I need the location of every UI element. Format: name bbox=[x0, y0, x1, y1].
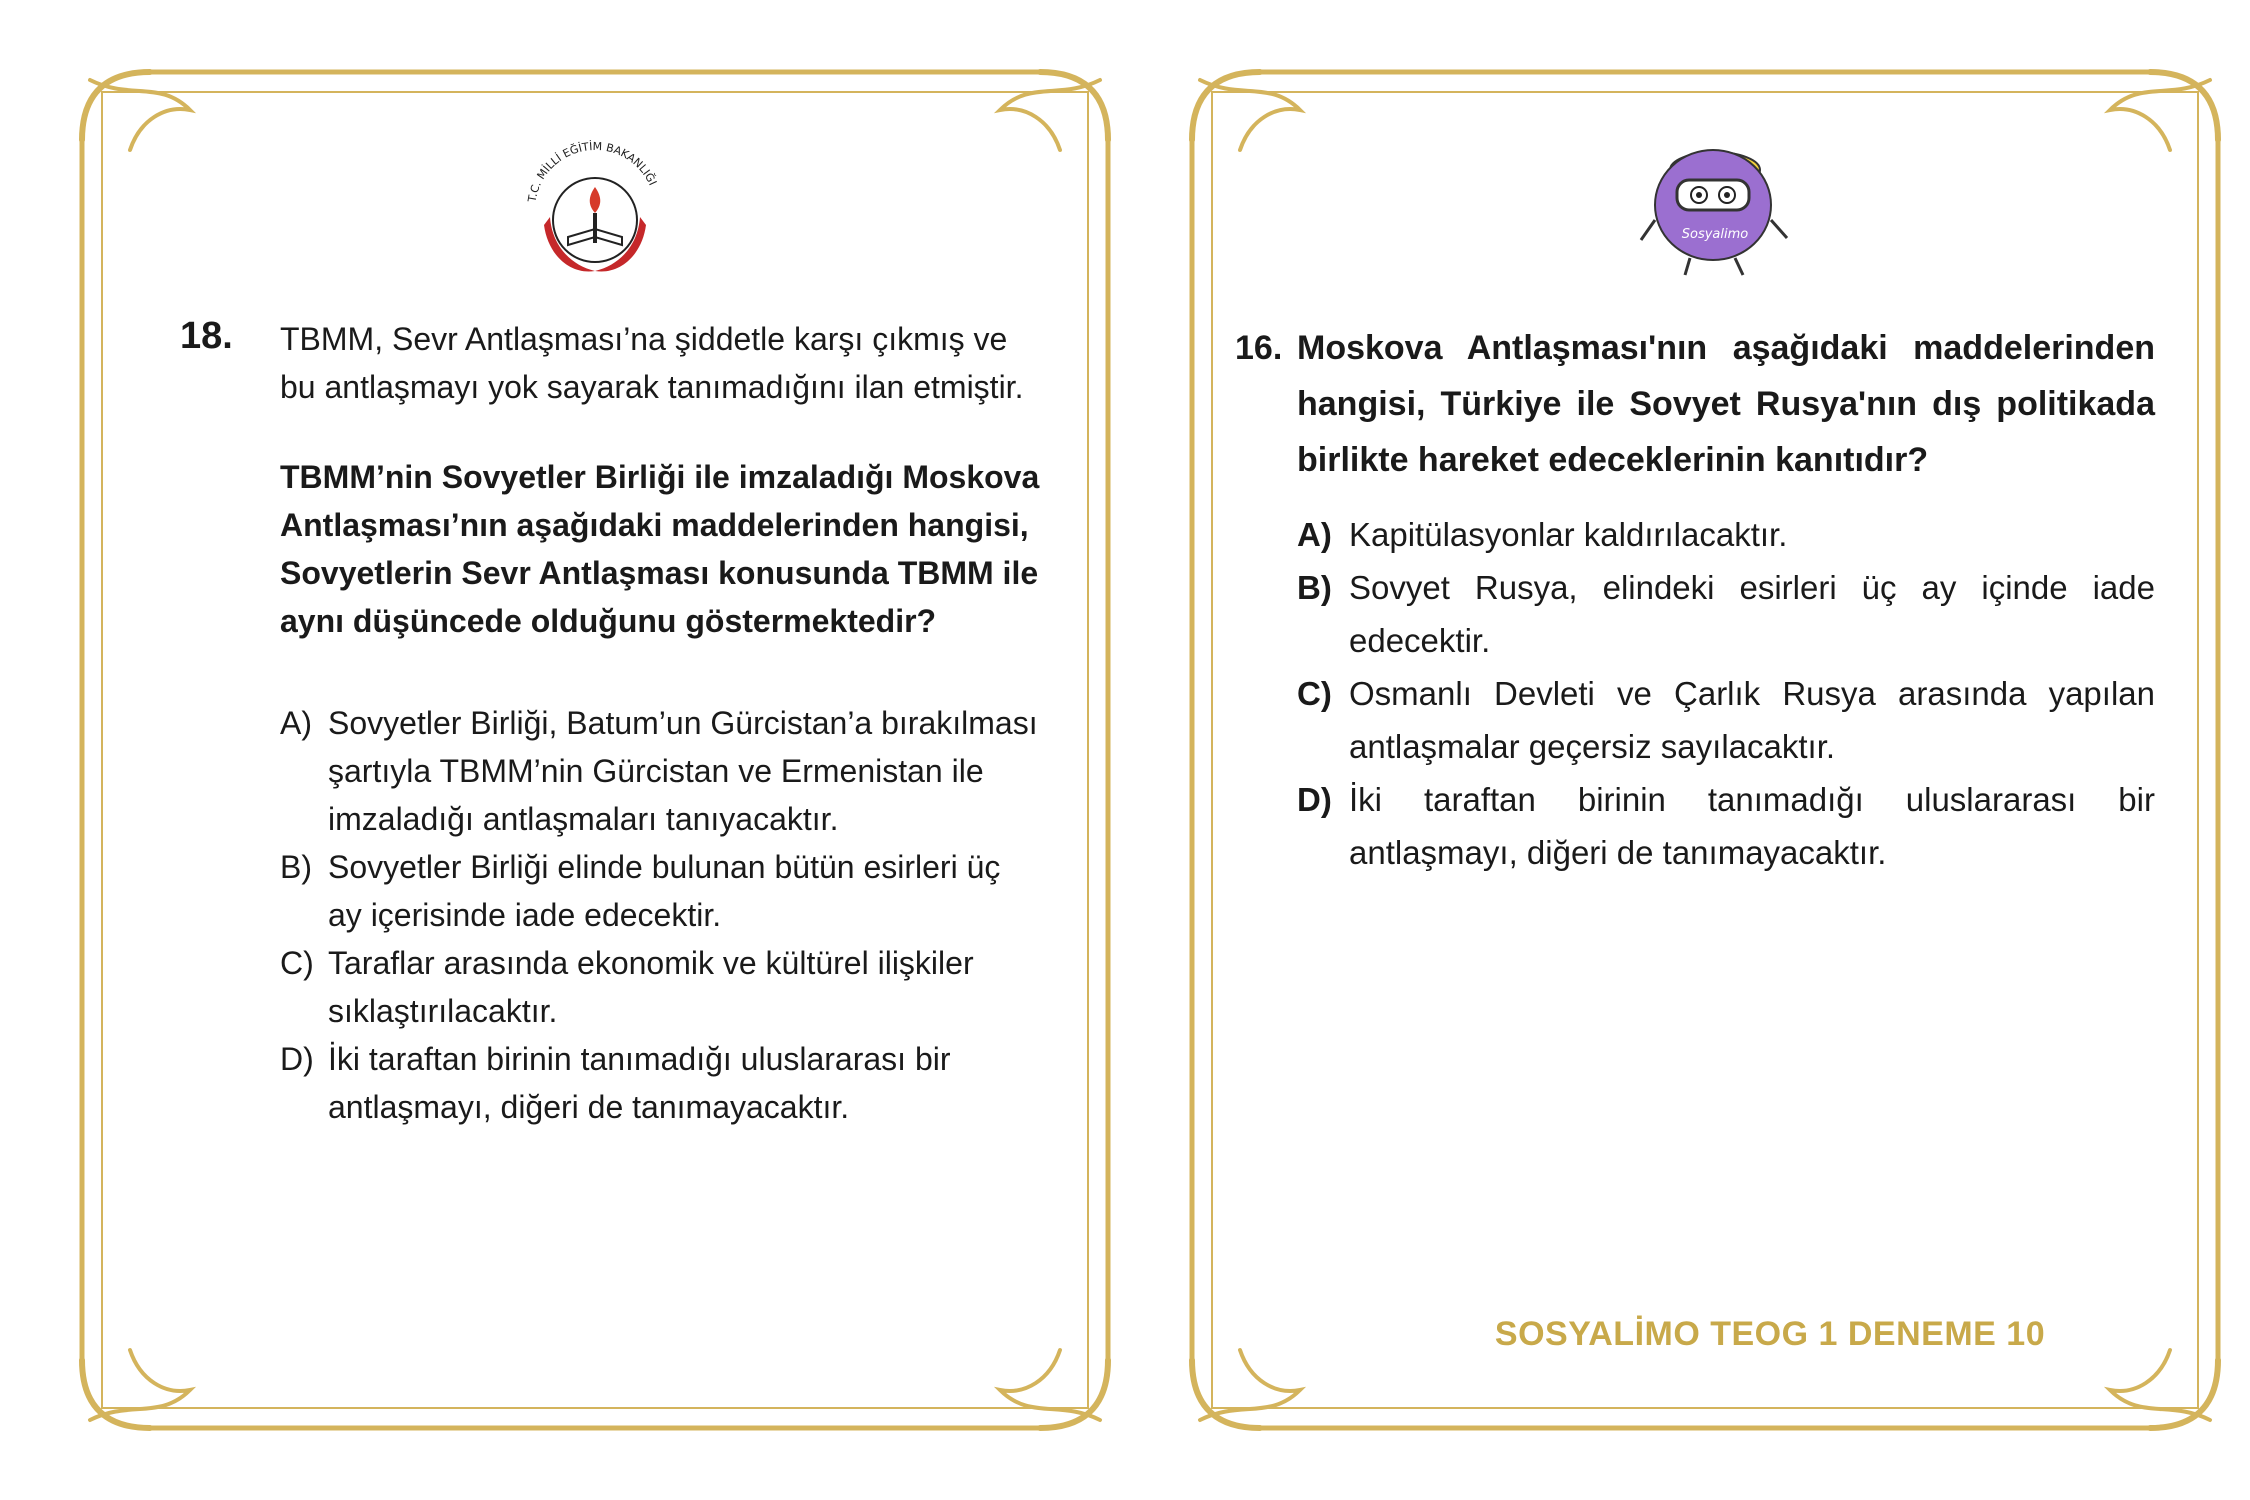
question-number: 16. bbox=[1235, 329, 1283, 367]
option-text: İki taraftan birinin tanımadığı uluslararası bir antlaşmayı, diğeri de tanımayacaktır. bbox=[328, 1041, 951, 1125]
meb-logo bbox=[510, 125, 680, 295]
option-c[interactable] bbox=[280, 939, 1040, 1035]
right-question-card bbox=[1180, 60, 2230, 1440]
question-number: 18. bbox=[180, 315, 233, 357]
option-d[interactable] bbox=[1297, 773, 2155, 879]
option-label: D) bbox=[1297, 781, 1332, 818]
option-label: C) bbox=[280, 945, 314, 981]
option-text: İki taraftan birinin tanımadığı uluslararası bir antlaşmayı, diğeri de tanımayacaktır. bbox=[1349, 781, 2155, 871]
option-b[interactable] bbox=[1297, 561, 2155, 667]
footer-title: SOSYALİMO TEOG 1 DENEME 10 bbox=[1494, 1315, 2046, 1353]
sosyalimo-mascot bbox=[1635, 110, 1795, 280]
svg-text:Sosyalimo: Sosyalimo bbox=[1681, 227, 1749, 242]
question-stem: TBMM, Sevr Antlaşması’na şiddetle karşı çıkmış ve bu antlaşmayı yok sayarak tanımadığını ilan etmiştir. bbox=[280, 321, 1024, 405]
question-prompt bbox=[1235, 320, 2155, 488]
option-label: A) bbox=[1297, 516, 1332, 553]
option-label: A) bbox=[280, 705, 312, 741]
option-a[interactable] bbox=[1297, 508, 2155, 561]
question-16 bbox=[1235, 320, 2155, 879]
option-label: C) bbox=[1297, 675, 1332, 712]
option-text: Sovyetler Birliği elinde bulunan bütün esirleri üç ay içerisinde iade edecektir. bbox=[328, 849, 1001, 933]
left-question-card bbox=[70, 60, 1120, 1440]
option-label: B) bbox=[280, 849, 312, 885]
option-b[interactable] bbox=[280, 843, 1040, 939]
answer-options bbox=[280, 699, 1040, 1131]
question-prompt: TBMM’nin Sovyetler Birliği ile imzaladığı Moskova Antlaşması’nın aşağıdaki maddelerinden hangisi, Sovyetlerin Sevr Antlaşması konusunda TBMM ile aynı düşüncede olduğunu göstermektedir? bbox=[280, 459, 1040, 639]
option-c[interactable] bbox=[1297, 667, 2155, 773]
option-text: Sovyetler Birliği, Batum’un Gürcistan’a bırakılması şartıyla TBMM’nin Gürcistan ve Ermenistan ile imzaladığı antlaşmaları tanıyacaktır. bbox=[328, 705, 1038, 837]
option-text: Kapitülasyonlar kaldırılacaktır. bbox=[1349, 516, 1788, 553]
question-text: Moskova Antlaşması'nın aşağıdaki maddelerinden hangisi, Türkiye ile Sovyet Rusya'nın dış politikada birlikte hareket edeceklerinin kanıtıdır? bbox=[1297, 329, 2155, 479]
option-a[interactable] bbox=[280, 699, 1040, 843]
option-label: B) bbox=[1297, 569, 1332, 606]
option-text: Taraflar arasında ekonomik ve kültürel ilişkiler sıklaştırılacaktır. bbox=[328, 945, 974, 1029]
option-d[interactable] bbox=[280, 1035, 1040, 1131]
option-text: Osmanlı Devleti ve Çarlık Rusya arasında yapılan antlaşmalar geçersiz sayılacaktır. bbox=[1349, 675, 2155, 765]
option-label: D) bbox=[280, 1041, 314, 1077]
option-text: Sovyet Rusya, elindeki esirleri üç ay içinde iade edecektir. bbox=[1349, 569, 2155, 659]
svg-text:T.C. MİLLİ EĞİTİM BAKANLIĞI: T.C. MİLLİ EĞİTİM BAKANLIĞI bbox=[525, 139, 660, 203]
question-18 bbox=[180, 315, 1040, 1131]
answer-options bbox=[1297, 508, 2155, 879]
